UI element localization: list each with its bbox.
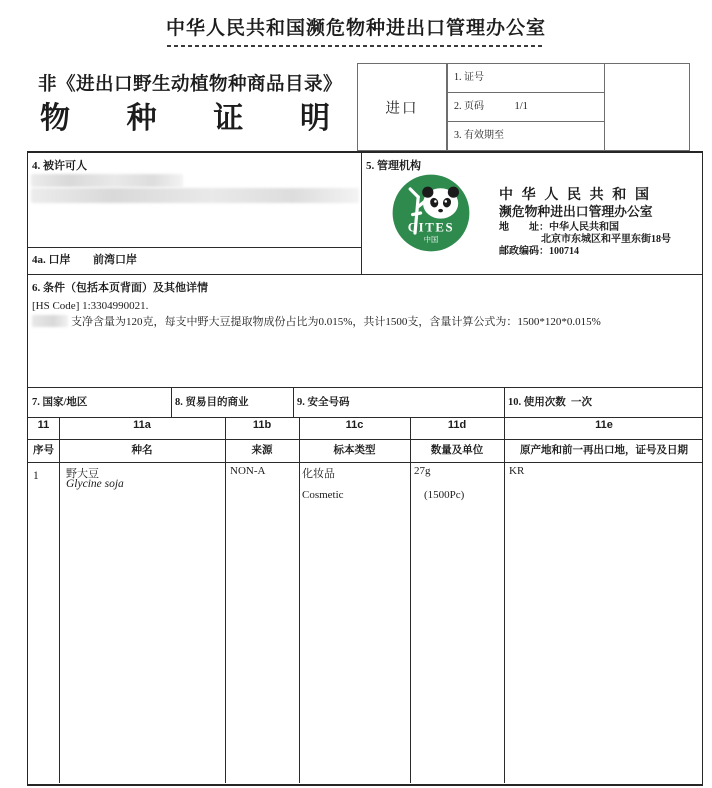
import-direction-box — [357, 63, 447, 151]
divider-field-7-8 — [171, 387, 172, 417]
authority-address-line2: 北京市东城区和平里东街18号 — [541, 234, 671, 245]
authority-postal — [499, 242, 579, 257]
item-species-cn: 野大豆 — [66, 468, 99, 480]
cert-number-label: 1. 证号 — [454, 72, 484, 83]
divider-section6-top — [28, 274, 702, 275]
col-divider-11d-11e — [504, 417, 505, 783]
import-direction-label: 进口 — [385, 100, 419, 117]
authority-office: 濒危物种进出口管理办公室 — [499, 205, 653, 219]
divider-fields-row-top — [28, 387, 702, 388]
header-specimen-type: 标本类型 — [333, 445, 376, 456]
postal-code: 100714 — [549, 246, 579, 257]
code-header-11c: 11c — [345, 419, 364, 431]
page-title: 中华人民共和国濒危物种进出口管理办公室 — [165, 18, 546, 39]
authority-label: 5. 管理机构 — [366, 160, 421, 172]
divider-licensee-authority — [361, 153, 362, 274]
code-header-11b: 11b — [252, 419, 272, 431]
header-quantity-unit: 数量及单位 — [430, 445, 484, 456]
doc-subtitle: 非《进出口野生动植物种商品目录》 — [38, 75, 343, 95]
licensee-redacted-line-2 — [31, 188, 359, 203]
country-region-label: 7. 国家/地区 — [32, 397, 88, 408]
address-label: 地 址： — [499, 222, 549, 233]
item-source: NON-A — [230, 465, 266, 477]
svg-text:CITES: CITES — [407, 220, 455, 235]
col-divider-11-11a — [59, 417, 60, 783]
cert-fields — [448, 64, 604, 150]
postal-label: 邮政编码： — [499, 246, 549, 257]
authority-country: 中 华 人 民 共 和 国 — [499, 188, 649, 203]
item-origin: KR — [509, 465, 525, 477]
title-underline — [167, 45, 545, 47]
item-quantity-detail: (1500Pc) — [424, 489, 465, 501]
licensee-label: 4. 被许可人 — [32, 160, 87, 172]
conditions-label: 6. 条件（包括本页背面）及其他详情 — [32, 282, 208, 294]
divider-field-9-10 — [504, 387, 505, 417]
item-type-cn: 化妆品 — [302, 468, 335, 480]
certificate-body — [27, 151, 703, 786]
cert-page-value: 1/1 — [514, 101, 528, 112]
port-label: 4a. 口岸 — [32, 254, 71, 266]
trade-purpose: 8. 贸易目的商业 — [175, 397, 249, 408]
divider-field-8-9 — [293, 387, 294, 417]
cites-panda-logo — [391, 173, 471, 253]
header-species-name: 种名 — [131, 445, 153, 456]
cert-number-table — [447, 63, 690, 151]
item-quantity: 27g — [414, 465, 431, 477]
conditions-detail-text: 支净含量为120克，每支中野大豆提取物成份占比为0.015%，共计1500支，含量计算公式为：1500*120*0.015% — [71, 316, 601, 328]
code-header-11: 11 — [37, 419, 50, 431]
svg-text:中国: 中国 — [423, 235, 439, 244]
cert-field-number — [448, 64, 604, 93]
header-source: 来源 — [251, 445, 273, 456]
col-divider-11a-11b — [225, 417, 226, 783]
hs-code-line: [HS Code] 1:3304990021. — [32, 300, 149, 312]
header-seq-no: 序号 — [33, 445, 54, 456]
divider-code-header — [28, 439, 702, 440]
doc-main-title: 物 种 证 明 — [40, 102, 330, 135]
usage-count-value: 一次 — [571, 397, 592, 408]
licensee-redacted-line-1 — [31, 174, 183, 187]
cert-validity-label: 3. 有效期至 — [454, 130, 504, 141]
cert-stamp-cell — [604, 64, 689, 150]
code-header-11d: 11d — [447, 419, 467, 431]
item-species-latin: Glycine soja — [66, 478, 124, 490]
usage-count: 10. 使用次数 一次 — [508, 397, 592, 408]
cert-field-page — [448, 93, 604, 122]
conditions-redacted-fragment — [32, 315, 68, 327]
divider-licensee-port — [28, 247, 361, 248]
security-number-label: 9. 安全号码 — [297, 397, 350, 408]
trade-purpose-value: 商业 — [227, 397, 249, 408]
port-value: 前湾口岸 — [93, 254, 137, 266]
col-divider-11c-11d — [410, 417, 411, 783]
authority-address-line1: 地 址：中华人民共和国 — [499, 222, 619, 233]
cert-field-validity — [448, 122, 604, 150]
code-header-11e: 11e — [595, 419, 613, 431]
item-row-no: 1 — [33, 470, 39, 482]
conditions-detail-line — [32, 313, 601, 329]
cert-page-label: 2. 页码 — [454, 101, 484, 112]
col-divider-11b-11c — [299, 417, 300, 783]
code-header-11a: 11a — [133, 419, 151, 431]
item-type-en: Cosmetic — [302, 489, 344, 501]
divider-name-header — [28, 462, 702, 463]
header-origin: 原产地和前一再出口地，证号及日期 — [520, 445, 688, 456]
